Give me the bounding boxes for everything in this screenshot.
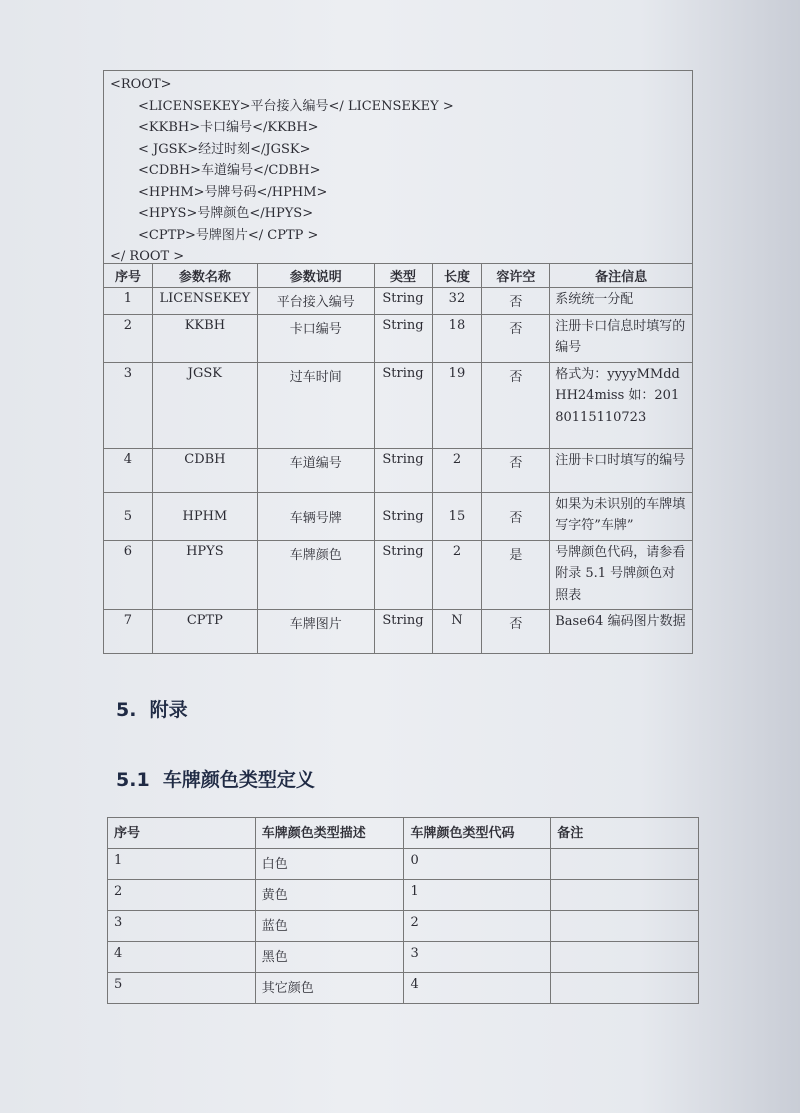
table-row [104,314,693,362]
cell-remark [551,849,699,880]
cell-remark [551,973,699,1004]
xml-line: <KKBH>卡口编号</KKBH> [138,120,319,135]
cell-desc: 车道编号 [257,448,374,492]
table-header-row [108,818,699,849]
cell-code: 2 [404,911,551,942]
cell-desc: 白色 [255,849,404,880]
column-header: 序号 [104,264,153,288]
column-header: 车牌颜色类型代码 [404,818,551,849]
table-row [104,362,693,448]
xml-line: <HPHM>号牌号码</HPHM> [138,184,328,200]
cell-type: String [374,448,432,492]
cell-desc: 蓝色 [255,911,404,942]
cell-nullable: 否 [482,362,550,448]
cell-code: 4 [404,973,551,1004]
table-row [104,492,693,540]
cell-desc: 平台接入编号 [257,288,374,315]
cell-desc: 车牌颜色 [257,540,374,610]
xml-line: < JGSK>经过时刻</JGSK> [138,141,311,157]
section-heading-plate-color: 5.1 车牌颜色类型定义 [116,769,315,791]
plate-color-table [107,817,699,1004]
cell-length: 2 [432,540,482,610]
cell-length: 19 [432,362,482,448]
cell-code: 1 [404,880,551,911]
section-heading-appendix: 5. 附录 [116,699,188,721]
table-row [104,448,693,492]
column-header: 类型 [374,264,432,288]
cell-note: 注册卡口时填写的编号 [550,448,693,492]
cell-note: 如果为未识别的车牌填写字符”车牌” [550,492,693,540]
cell-type: String [374,362,432,448]
cell-no: 5 [104,492,153,540]
table-row [108,849,699,880]
cell-no: 1 [104,288,153,315]
table-row [104,610,693,654]
cell-desc: 过车时间 [257,362,374,448]
cell-note: 注册卡口信息时填写的编号 [550,314,693,362]
cell-nullable: 是 [482,540,550,610]
cell-nullable: 否 [482,610,550,654]
cell-name: CPTP [152,610,257,654]
cell-length: 32 [432,288,482,315]
cell-length: N [432,610,482,654]
cell-no: 2 [104,314,153,362]
table-header-row [104,264,693,288]
cell-name: HPHM [152,492,257,540]
cell-nullable: 否 [482,492,550,540]
cell-length: 2 [432,448,482,492]
cell-desc: 车辆号牌 [257,492,374,540]
xml-line: <CPTP>号牌图片</ CPTP > [138,227,319,243]
column-header: 车牌颜色类型描述 [255,818,404,849]
cell-no: 3 [108,911,256,942]
cell-no: 7 [104,610,153,654]
cell-remark [551,942,699,973]
cell-note: 号牌颜色代码，请参看附录 5.1 号牌颜色对照表 [550,540,693,610]
cell-code: 3 [404,942,551,973]
xml-line: <CDBH>车道编号</CDBH> [138,163,321,178]
cell-type: String [374,492,432,540]
cell-type: String [374,540,432,610]
xml-line: <ROOT> [110,77,172,92]
cell-type: String [374,288,432,315]
table-row [104,540,693,610]
xml-line: <HPYS>号牌颜色</HPYS> [138,206,314,221]
cell-no: 4 [108,942,256,973]
column-header: 序号 [108,818,256,849]
cell-desc: 其它颜色 [255,973,404,1004]
cell-note: 系统统一分配 [550,288,693,315]
cell-desc: 卡口编号 [257,314,374,362]
cell-type: String [374,610,432,654]
column-header: 备注 [551,818,699,849]
cell-desc: 车牌图片 [257,610,374,654]
cell-no: 5 [108,973,256,1004]
column-header: 参数名称 [152,264,257,288]
table-row [108,911,699,942]
cell-type: String [374,314,432,362]
column-header: 容许空 [482,264,550,288]
cell-code: 0 [404,849,551,880]
cell-name: HPYS [152,540,257,610]
cell-name: LICENSEKEY [152,288,257,315]
column-header: 参数说明 [257,264,374,288]
cell-note: Base64 编码图片数据 [550,610,693,654]
xml-line: <LICENSEKEY>平台接入编号</ LICENSEKEY > [138,98,454,114]
cell-desc: 黄色 [255,880,404,911]
cell-name: JGSK [152,362,257,448]
cell-nullable: 否 [482,448,550,492]
table-row [104,288,693,315]
table-row [108,880,699,911]
cell-remark [551,880,699,911]
column-header: 备注信息 [550,264,693,288]
column-header: 长度 [432,264,482,288]
xml-line: </ ROOT > [110,249,185,264]
cell-length: 15 [432,492,482,540]
table-row [108,942,699,973]
cell-no: 2 [108,880,256,911]
cell-remark [551,911,699,942]
cell-no: 1 [108,849,256,880]
cell-nullable: 否 [482,288,550,315]
xml-sample-box [103,70,693,263]
table-row [108,973,699,1004]
cell-nullable: 否 [482,314,550,362]
cell-note: 格式为：yyyyMMddHH24miss 如：20180115110723 [550,362,693,448]
cell-length: 18 [432,314,482,362]
cell-no: 6 [104,540,153,610]
cell-desc: 黑色 [255,942,404,973]
cell-no: 3 [104,362,153,448]
param-table [103,263,693,654]
cell-name: KKBH [152,314,257,362]
cell-name: CDBH [152,448,257,492]
cell-no: 4 [104,448,153,492]
